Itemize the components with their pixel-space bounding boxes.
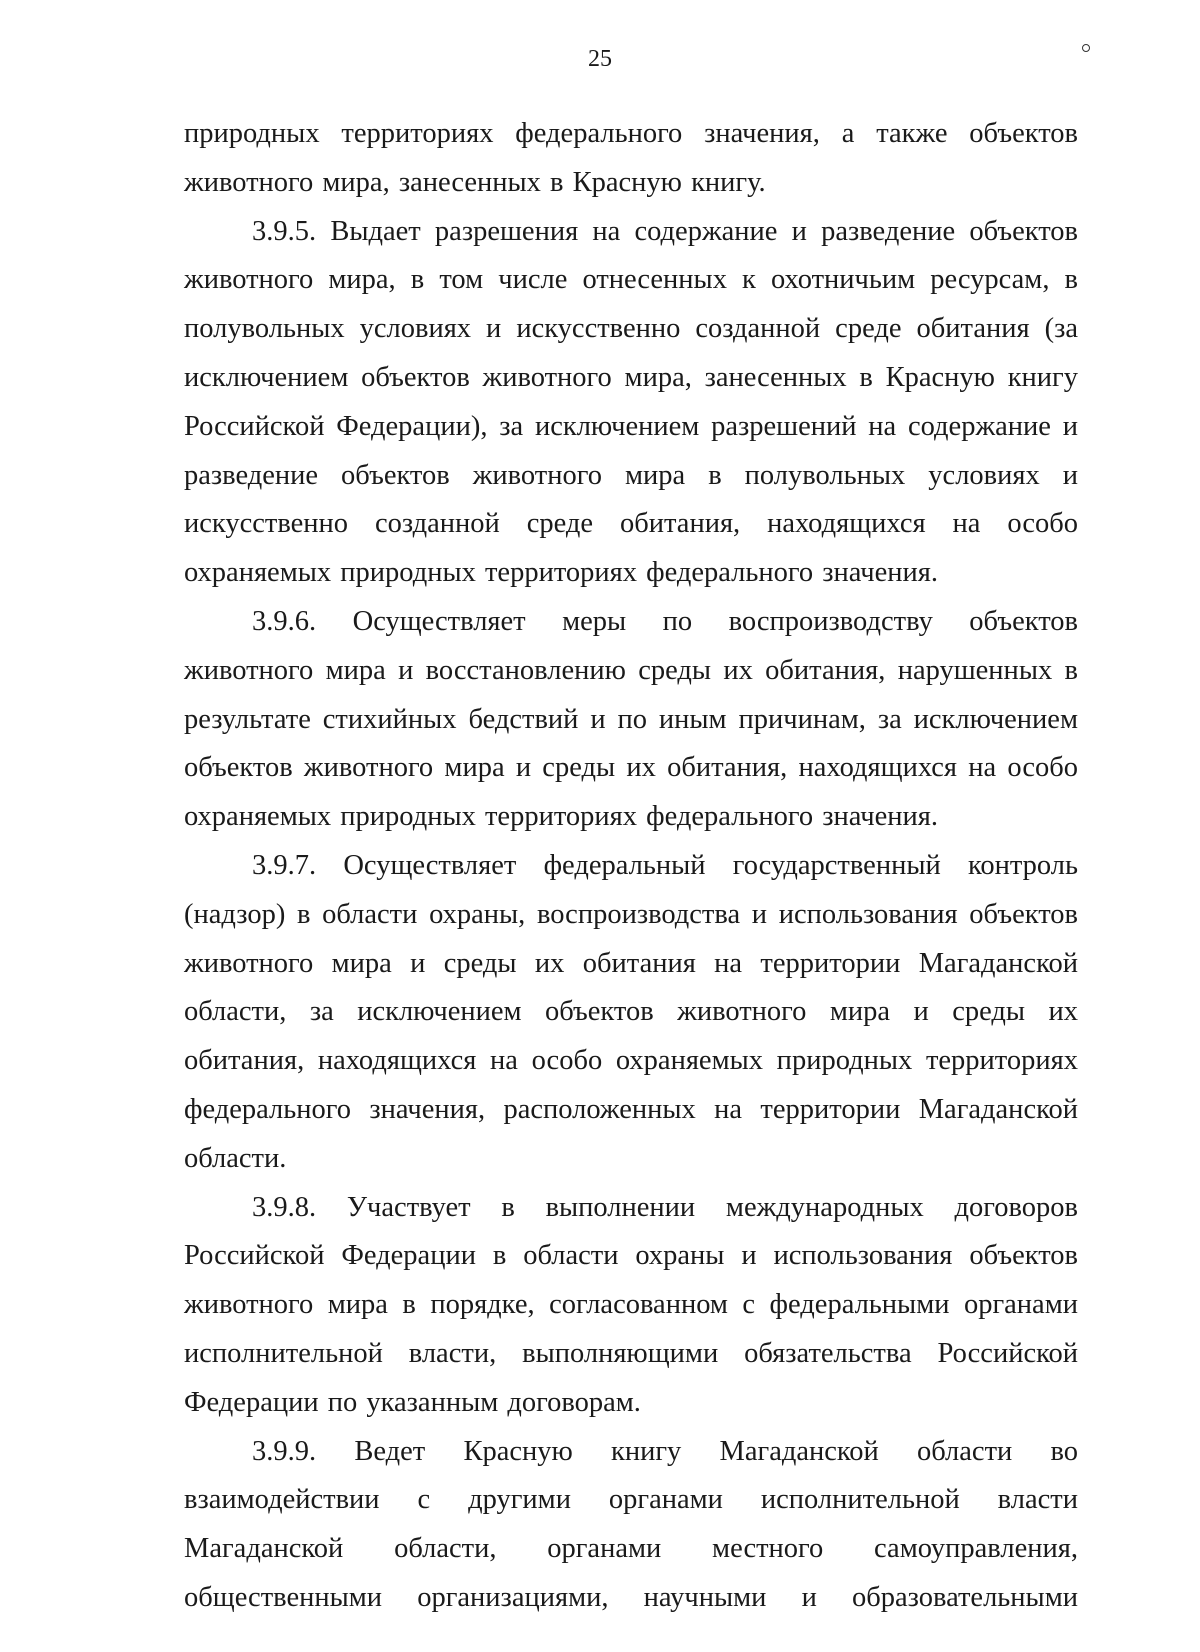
paragraph-continuation: природных территориях федерального значения, а также объектов животного мира, занесенных в Красную книгу. <box>184 118 1078 198</box>
paragraph-3-9-8: 3.9.8. Участвует в выполнении международных договоров Российской Федерации в области охраны и использования объектов животного мира в порядке, согласованном с федеральными органами исполнительной власти, выполняющими обязательства Российской Федерации по указанным договорам. <box>184 1191 1078 1418</box>
scan-mark-icon <box>1082 44 1090 52</box>
document-body <box>184 110 1078 1623</box>
paragraph-3-9-5: 3.9.5. Выдает разрешения на содержание и разведение объектов животного мира, в том числе отнесенных к охотничьим ресурсам, в полувольных условиях и искусственно созданной среде обитания (за исключением объектов животного мира, занесенных в Красную книгу Российской Федерации), за исключением разрешений на содержание и разведение объектов животного мира в полувольных условиях и искусственно созданной среде обитания, находящихся на особо охраняемых природных территориях федерального значения. <box>184 215 1078 589</box>
paragraph-3-9-7: 3.9.7. Осуществляет федеральный государственный контроль (надзор) в области охраны, воспроизводства и использования объектов животного мира и среды их обитания на территории Магаданской области, за исключением объектов животного мира и среды их обитания, находящихся на особо охраняемых природных территориях федерального значения, расположенных на территории Магаданской области. <box>184 849 1078 1174</box>
paragraph-3-9-6: 3.9.6. Осуществляет меры по воспроизводству объектов животного мира и восстановлению среды их обитания, нарушенных в результате стихийных бедствий и по иным причинам, за исключением объектов животного мира и среды их обитания, находящихся на особо охраняемых природных территориях федерального значения. <box>184 605 1078 833</box>
page-number: 25 <box>588 46 612 72</box>
paragraph-3-9-9: 3.9.9. Ведет Красную книгу Магаданской области во взаимодействии с другими органами исполнительной власти Магаданской области, органами местного самоуправления, общественными организациями, научными и образовательными <box>184 1435 1078 1613</box>
